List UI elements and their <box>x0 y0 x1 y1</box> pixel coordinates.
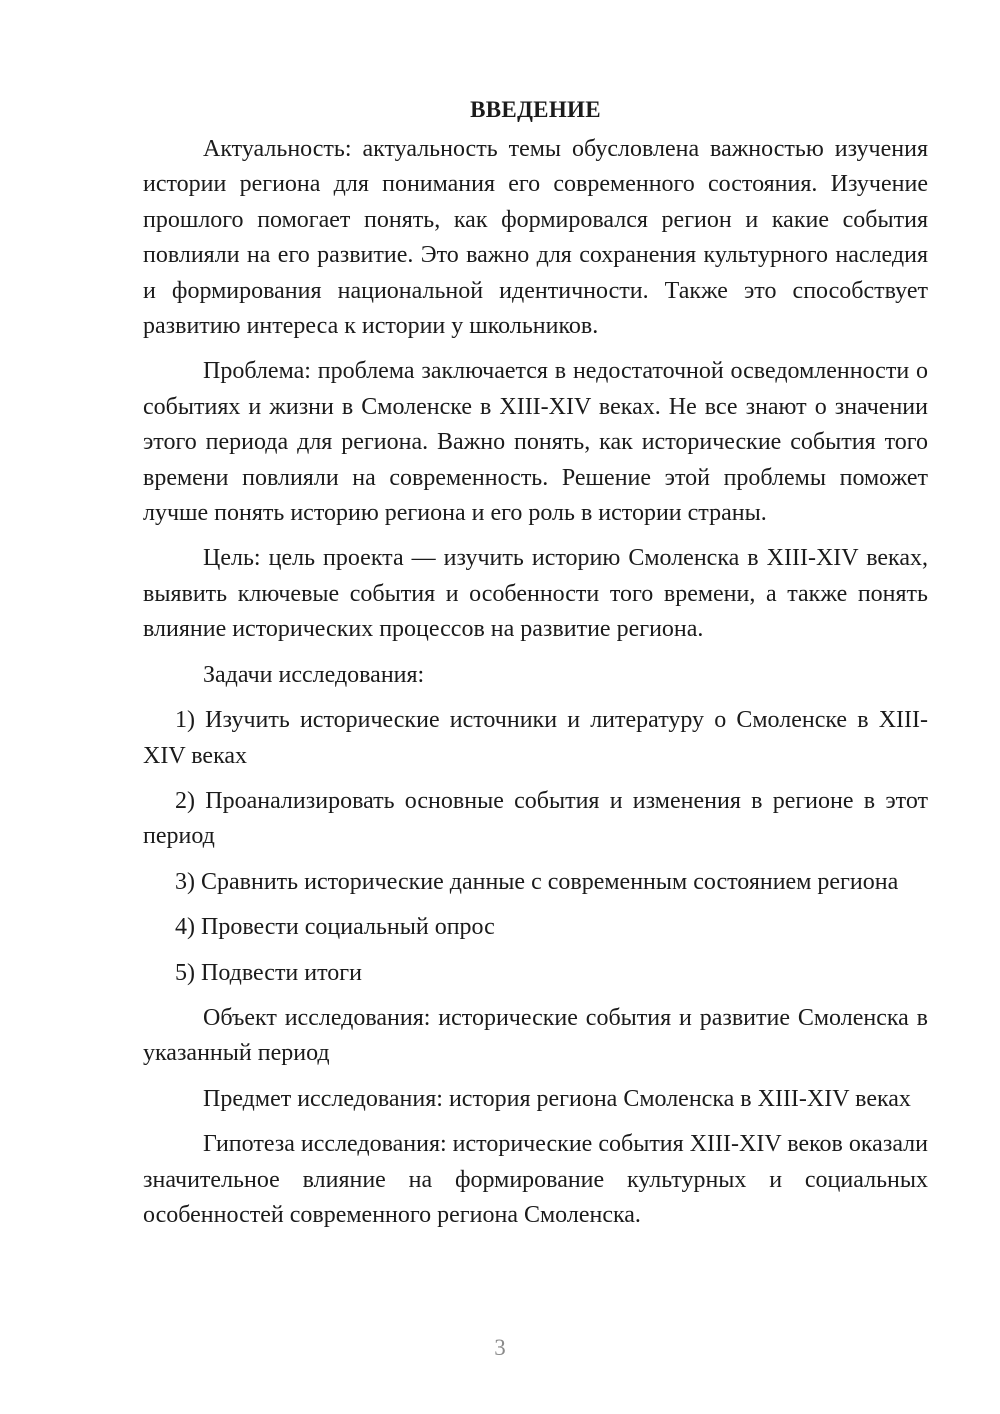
spacer <box>143 900 928 910</box>
spacer <box>143 648 928 658</box>
spacer <box>143 855 928 865</box>
problem-paragraph: Проблема: проблема заключается в недостаточной осведомленности о событиях и жизни в Смоленске в XIII-XIV веках. Не все знают о значении этого периода для региона. Важно понять, как исторические события того времени повлияли на современность. Решение этой проблемы поможет лучше понять историю региона и его роль в истории страны. <box>143 358 928 527</box>
page-content <box>143 92 928 1233</box>
task-item: 5) Подвести итоги <box>175 959 362 986</box>
relevance-paragraph: Актуальность: актуальность темы обусловлена важностью изучения истории региона для понимания его современного состояния. Изучение прошлого помогает понять, как формировался регион и какие события повлияли на его развитие. Это важно для сохранения культурного наследия и формирования национальной идентичности. Также это способствует развитию интереса к истории у школьников. <box>143 136 928 340</box>
hypothesis-paragraph: Гипотеза исследования: исторические события XIII-XIV веков оказали значительное влияние на формирование культурных и социальных особенностей современного региона Смоленска. <box>143 1131 928 1228</box>
object-paragraph: Объект исследования: исторические события и развитие Смоленска в указанный период <box>143 1004 928 1067</box>
spacer <box>143 344 928 354</box>
tasks-heading: Задачи исследования: <box>203 661 425 688</box>
task-item: 1) Изучить исторические источники и литературу о Смоленске в XIII-XIV веках <box>143 707 928 769</box>
task-item: 2) Проанализировать основные события и изменения в регионе в этот период <box>143 787 928 850</box>
spacer <box>143 946 928 956</box>
spacer <box>143 1072 928 1082</box>
spacer <box>143 774 928 784</box>
page-number: 3 <box>494 1335 506 1360</box>
spacer <box>143 1117 928 1127</box>
page-title: ВВЕДЕНИЕ <box>470 97 601 122</box>
spacer <box>143 693 928 703</box>
task-item: 3) Сравнить исторические данные с современным состоянием региона <box>175 868 899 895</box>
goal-paragraph: Цель: цель проекта — изучить историю Смоленска в XIII-XIV веках, выявить ключевые события и особенности того времени, а также понять влияние исторических процессов на развитие региона. <box>143 545 928 643</box>
spacer <box>143 991 928 1001</box>
task-item: 4) Провести социальный опрос <box>175 914 495 941</box>
subject-paragraph: Предмет исследования: история региона Смоленска в XIII-XIV веках <box>203 1085 911 1112</box>
spacer <box>143 531 928 541</box>
